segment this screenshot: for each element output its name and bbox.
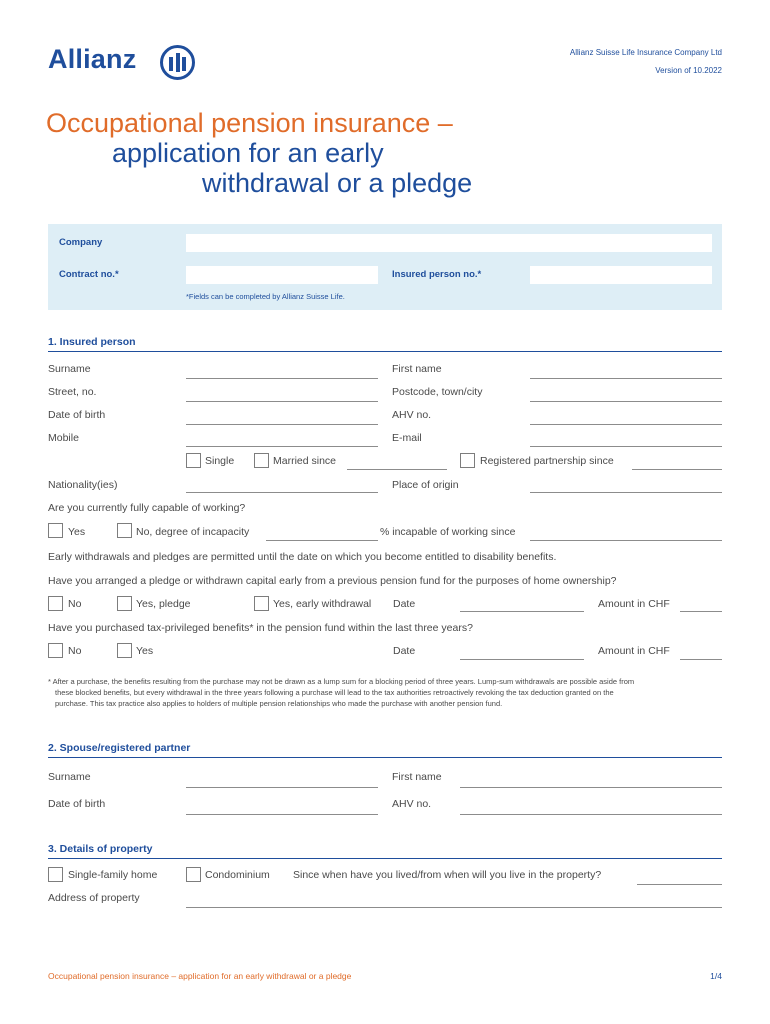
spouse-ahv-label: AHV no. <box>392 798 432 810</box>
pledge-amount-field[interactable] <box>680 611 722 612</box>
married-checkbox[interactable] <box>254 453 269 468</box>
contract-no-field[interactable] <box>186 266 378 284</box>
spouse-ahv-field[interactable] <box>460 814 722 815</box>
yes-pledge-label: Yes, pledge <box>136 598 191 610</box>
incapacity-degree-field[interactable] <box>266 540 378 541</box>
capable-no-checkbox[interactable] <box>117 523 132 538</box>
purchase-amount-field[interactable] <box>680 659 722 660</box>
condominium-checkbox[interactable] <box>186 867 201 882</box>
first-name-label: First name <box>392 363 442 375</box>
yes-early-withdrawal-label: Yes, early withdrawal <box>273 598 372 610</box>
section-2-rule <box>48 757 722 758</box>
spouse-dob-field[interactable] <box>186 814 378 815</box>
address-field[interactable] <box>186 907 722 908</box>
dob-field[interactable] <box>186 424 378 425</box>
spouse-surname-label: Surname <box>48 771 91 783</box>
pledge-date-label: Date <box>393 598 416 610</box>
capable-yes-label: Yes <box>68 526 86 538</box>
section-1-rule <box>48 351 722 352</box>
page-number: 1/4 <box>710 971 722 981</box>
pledge-no-checkbox[interactable] <box>48 596 63 611</box>
single-family-checkbox[interactable] <box>48 867 63 882</box>
insured-person-no-field[interactable] <box>530 266 712 284</box>
partnership-checkbox[interactable] <box>460 453 475 468</box>
street-field[interactable] <box>186 401 378 402</box>
contract-no-label: Contract no.* <box>59 269 119 280</box>
brand-wordmark: Allianz <box>48 44 137 74</box>
married-since-field[interactable] <box>347 469 447 470</box>
pledge-date-field[interactable] <box>460 611 584 612</box>
purchase-date-field[interactable] <box>460 659 584 660</box>
spouse-first-name-field[interactable] <box>460 787 722 788</box>
mobile-label: Mobile <box>48 432 79 444</box>
email-field[interactable] <box>530 446 722 447</box>
single-checkbox[interactable] <box>186 453 201 468</box>
mobile-field[interactable] <box>186 446 378 447</box>
pledge-question: Have you arranged a pledge or withdrawn capital early from a previous pension fund for the purposes of home ownership? <box>48 575 617 587</box>
single-family-label: Single-family home <box>68 869 158 881</box>
nationality-label: Nationality(ies) <box>48 479 118 491</box>
ahv-label: AHV no. <box>392 409 432 421</box>
single-label: Single <box>205 455 235 467</box>
ahv-field[interactable] <box>530 424 722 425</box>
section-1-title: 1. Insured person <box>48 336 136 348</box>
capable-yes-checkbox[interactable] <box>48 523 63 538</box>
nationality-field[interactable] <box>186 492 378 493</box>
purchase-date-label: Date <box>393 645 416 657</box>
company-name: Allianz Suisse Life Insurance Company Ltd <box>569 48 722 57</box>
early-withdrawal-checkbox[interactable] <box>254 596 269 611</box>
capable-question: Are you currently fully capable of working? <box>48 502 246 514</box>
postcode-field[interactable] <box>530 401 722 402</box>
company-field[interactable] <box>186 234 712 252</box>
purchased-yes-checkbox[interactable] <box>117 643 132 658</box>
incapacity-label: No, degree of incapacity <box>136 526 250 538</box>
address-label: Address of property <box>48 892 140 904</box>
section-3-rule <box>48 858 722 859</box>
section-3-title: 3. Details of property <box>48 843 153 855</box>
section-2-title: 2. Spouse/registered partner <box>48 742 191 754</box>
pledge-amount-label: Amount in CHF <box>598 598 670 610</box>
incapable-since-field[interactable] <box>530 540 722 541</box>
purchased-no-label: No <box>68 645 82 657</box>
postcode-label: Postcode, town/city <box>392 386 483 398</box>
since-when-field[interactable] <box>637 884 722 885</box>
footnote-line-2: these blocked benefits, but every withdrawal in the three years following a purchase will lead to the tax authorities retroactively revoking the tax deduction granted on the <box>55 688 614 697</box>
withdrawals-info: Early withdrawals and pledges are permitted until the date on which you become entitled to disability benefits. <box>48 551 557 563</box>
pledge-yes-checkbox[interactable] <box>117 596 132 611</box>
purchased-question: Have you purchased tax-privileged benefits* in the pension fund within the last three years? <box>48 622 473 634</box>
insured-person-no-label: Insured person no.* <box>392 269 482 280</box>
street-label: Street, no. <box>48 386 97 398</box>
pledge-no-label: No <box>68 598 82 610</box>
footer-title: Occupational pension insurance – application for an early withdrawal or a pledge <box>48 971 352 981</box>
purchased-no-checkbox[interactable] <box>48 643 63 658</box>
first-name-field[interactable] <box>530 378 722 379</box>
spouse-first-name-label: First name <box>392 771 442 783</box>
married-label: Married since <box>273 455 337 467</box>
place-of-origin-label: Place of origin <box>392 479 459 491</box>
email-label: E-mail <box>392 432 422 444</box>
incapable-since-label: % incapable of working since <box>380 526 516 538</box>
purchased-yes-label: Yes <box>136 645 154 657</box>
surname-label: Surname <box>48 363 91 375</box>
footnote-line-3: purchase. This tax practice also applies to holders of multiple pension relationships who made the purchase with another pension fund. <box>55 699 503 708</box>
partnership-label: Registered partnership since <box>480 455 614 467</box>
dob-label: Date of birth <box>48 409 106 421</box>
spouse-surname-field[interactable] <box>186 787 378 788</box>
place-of-origin-field[interactable] <box>530 492 722 493</box>
version-label: Version of 10.2022 <box>655 66 722 75</box>
purchase-amount-label: Amount in CHF <box>598 645 670 657</box>
allianz-eagle-icon <box>160 45 195 80</box>
title-line-1: Occupational pension insurance – <box>46 108 453 138</box>
spouse-dob-label: Date of birth <box>48 798 106 810</box>
since-when-label: Since when have you lived/from when will you live in the property? <box>293 869 602 881</box>
partnership-since-field[interactable] <box>632 469 722 470</box>
footnote-line-1: * After a purchase, the benefits resulting from the purchase may not be drawn as a lump sum for a blocking period of three years. Lump-sum withdrawals are possible aside from <box>48 677 635 686</box>
surname-field[interactable] <box>186 378 378 379</box>
company-label: Company <box>59 237 103 248</box>
condominium-label: Condominium <box>205 869 270 881</box>
title-line-3: withdrawal or a pledge <box>202 168 473 198</box>
fields-note: *Fields can be completed by Allianz Suisse Life. <box>186 292 345 301</box>
purchase-footnote <box>48 676 722 709</box>
title-line-2: application for an early <box>112 138 384 168</box>
